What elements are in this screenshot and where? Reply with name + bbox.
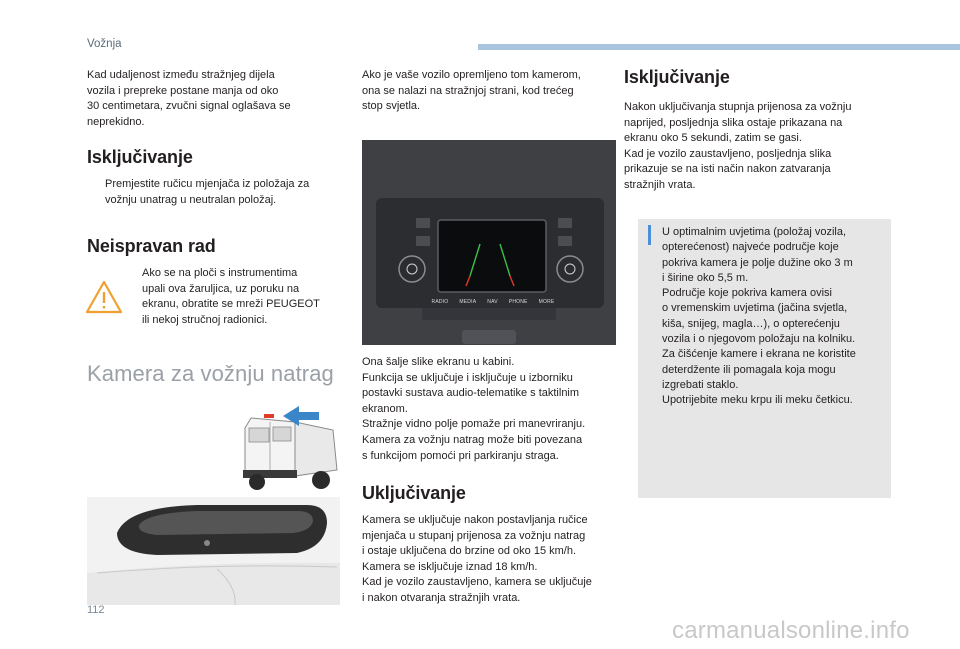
page-number: 112	[87, 604, 105, 616]
dashboard-screen-photo	[362, 140, 616, 345]
header-accent-bar	[478, 44, 960, 50]
col2-description-text: Ona šalje slike ekranu u kabini. Funkcija se uključuje i isključuje u izborniku postavki sustava audio-telematike s taktilnim ekranom. Stražnje vidno polje pomaže pri manevriranju. Kamera za vožnju natrag može biti povezana s funkcijom pomoći pri parkiranju straga.	[362, 356, 586, 462]
screen-button-radio: RADIO	[431, 299, 449, 305]
heading-neispravan-rad: Neispravan rad	[87, 236, 216, 256]
bullet-item	[87, 177, 342, 208]
bullet-text: Premjestite ručicu mjenjača iz položaja za vožnju unatrag u neutralan položaj.	[105, 178, 310, 206]
screen-button-media: MEDIA	[459, 299, 477, 305]
van-rear-illustration	[237, 400, 345, 494]
col1-intro-text: Kad udaljenost između stražnjeg dijela vozila i prepreke postane manja od oko 30 centimetara, zvučni signal oglašava se neprekidno.	[87, 69, 291, 128]
bullet-glyph	[87, 177, 97, 208]
warning-text: Ako se na ploči s instrumentima upali ova žaruljica, uz poruku na ekranu, obratite se mreži PEUGEOT ili nekoj stručnoj radionici.	[142, 267, 320, 326]
col2-activation-text: Kamera se uključuje nakon postavljanja ručice mjenjača u stupanj prijenosa za vožnju natrag i ostaje uključena do brzine od oko 15 km/h. Kamera se isključuje iznad 18 km/h. Kad je vozilo zaustavljeno, kamera se uključuje i nakon otvaranja stražnjih vrata.	[362, 514, 592, 604]
col3-text: Nakon uključivanja stupnja prijenosa za vožnju naprijed, posljednja slika ostaje prikazana na ekranu oko 5 sekundi, zatim se gasi. Kad je vozilo zaustavljeno, posljednja slika prikazuje se na isti način nakon zatvaranja stražnjih vrata.	[624, 101, 852, 191]
section-title-kamera: Kamera za vožnju natrag	[87, 361, 334, 386]
screen-button-more: MORE	[538, 299, 555, 305]
info-box	[638, 219, 891, 498]
screen-button-nav: NAV	[487, 299, 498, 305]
info-text: U optimalnim uvjetima (položaj vozila, opterećenost) najveće područje koje pokriva kamera je polje dužine oko 3 m i širine oko 5,5 m. Područje koje pokriva kamera ovisi o vremenskim uvjetima (jačina svjetla, kiša, snijeg, magla…), o opterećenju vozila i o njegovom položaju na kolniku. Za čišćenje kamere i ekrana ne koristite deterdžente ili pomagala koja mogu izgrebati staklo. Upotrijebite meku krpu ili meku četkicu.	[662, 226, 856, 407]
section-label: Vožnja	[87, 38, 122, 50]
col2-intro-text: Ako je vaše vozilo opremljeno tom kamerom, ona se nalazi na stražnjoj strani, kod trećeg stop svjetla.	[362, 69, 581, 113]
heading-iskljucivanje-1: Isključivanje	[87, 147, 193, 167]
screen-button-phone: PHONE	[508, 299, 528, 305]
info-icon	[648, 225, 651, 245]
dashboard-panel-drawing	[362, 140, 616, 345]
warning-triangle-icon	[84, 279, 124, 315]
camera-closeup-photo	[87, 497, 340, 605]
screen-button-row	[426, 299, 560, 305]
heading-iskljucivanje-2: Isključivanje	[624, 67, 730, 87]
heading-ukljucivanje: Uključivanje	[362, 483, 466, 503]
watermark: carmanualsonline.info	[672, 617, 910, 644]
